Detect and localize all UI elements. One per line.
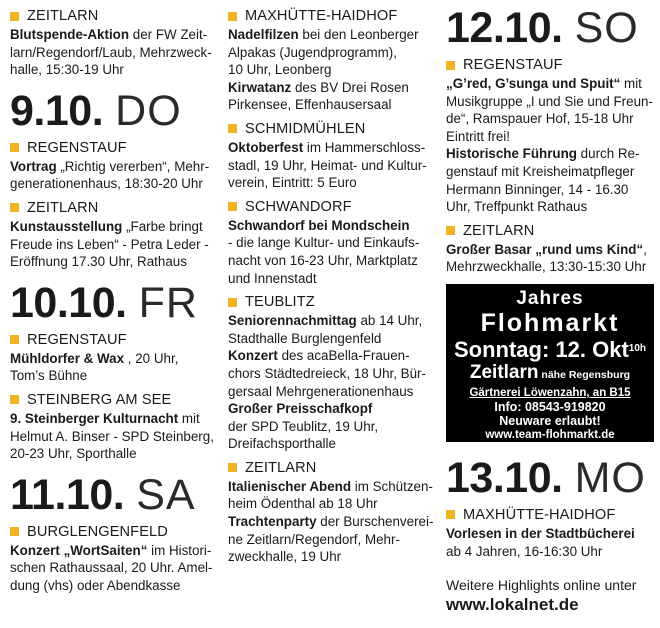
event-line — [10, 158, 218, 176]
event-detail: des acaBella-Frauen- — [277, 348, 410, 364]
event-line — [10, 175, 218, 193]
location-square-icon — [228, 298, 237, 307]
location-header — [228, 7, 436, 25]
event-detail: verein, Eintritt: 5 Euro — [228, 175, 357, 191]
event-line — [446, 258, 654, 276]
event-detail: ab 14 Uhr, — [356, 313, 423, 329]
event-detail: nacht von 16-23 Uhr, Marktplatz — [228, 252, 418, 268]
event-detail: Stadthalle Burglengenfeld — [228, 330, 382, 346]
event-detail: , — [643, 241, 647, 257]
event-detail: Mehrzweckhalle, 13:30-15:30 Uhr — [446, 259, 647, 275]
location-name: ZEITLARN — [27, 8, 99, 24]
event-detail: Tom’s Bühne — [10, 368, 88, 384]
event-detail: durch Re- — [576, 146, 640, 162]
event-line — [446, 145, 654, 163]
day-weekday: FR — [138, 278, 198, 327]
event-title: Mühldorfer & Wax — [10, 350, 125, 366]
event-detail: zweckhalle, 19 Uhr — [228, 549, 342, 565]
location-header — [10, 331, 218, 349]
event-detail: larn/Regendorf/Laub, Mehrzweck- — [10, 44, 212, 60]
event-detail: Eintritt frei! — [446, 128, 510, 144]
event-detail: im Schützen- — [351, 478, 433, 494]
location-name: REGENSTAUF — [27, 139, 127, 156]
ad-time: 10h — [628, 342, 647, 354]
location-name: STEINBERG AM SEE — [27, 391, 172, 408]
event-block-schwandorf — [228, 198, 436, 287]
ad-line-newgoods: Neuware erlaubt! — [499, 413, 601, 428]
event-detail: Uhr, Treffpunkt Rathaus — [446, 199, 588, 215]
event-detail: Alpakas (Jugendprogramm), — [228, 44, 397, 60]
event-block-zeitlarn — [10, 199, 218, 271]
event-detail: der Burschenverei- — [316, 514, 434, 530]
day-weekday: SA — [136, 470, 196, 519]
location-square-icon — [10, 12, 19, 21]
event-line — [228, 270, 436, 288]
footer-note: Weitere Highlights online unter — [446, 577, 637, 594]
event-line — [10, 44, 218, 62]
event-block-burglengenfeld — [10, 523, 218, 595]
footer-link[interactable]: www.lokalnet.de — [446, 595, 579, 615]
event-detail: , 20 Uhr, — [124, 350, 179, 366]
event-text — [10, 158, 218, 193]
location-square-icon — [446, 226, 455, 235]
location-name: SCHWANDORF — [245, 198, 352, 215]
ad-line-date — [450, 337, 650, 362]
day-weekday: DO — [115, 86, 182, 135]
day-header-13-10 — [446, 453, 654, 502]
event-title: Großer Basar „rund ums Kind“ — [446, 241, 644, 257]
event-detail: der SPD Teublitz, 19 Uhr, — [228, 418, 379, 434]
event-detail: generationenhaus, 18:30-20 Uhr — [10, 176, 203, 192]
event-detail: schen Rathaussaal, 20 Uhr. Amel- — [10, 560, 213, 576]
event-detail: - die lange Kultur- und Einkaufs- — [228, 235, 420, 251]
event-detail: Freude ins Leben“ - Petra Leder - — [10, 236, 209, 252]
event-line — [10, 367, 218, 385]
event-text — [228, 26, 436, 114]
event-line — [228, 174, 436, 192]
location-square-icon — [10, 527, 19, 536]
location-header — [10, 391, 218, 409]
day-header-9-10 — [10, 86, 218, 135]
location-square-icon — [228, 202, 237, 211]
event-line — [228, 548, 436, 566]
event-detail: Eröffnung 17.30 Uhr, Rathaus — [10, 254, 187, 270]
event-line — [10, 559, 218, 577]
day-date: 10.10. — [10, 278, 127, 327]
ad-line-website[interactable]: www.team-flohmarkt.de — [485, 428, 615, 441]
location-header — [10, 7, 218, 25]
location-square-icon — [228, 12, 237, 21]
event-detail: chors Städtedreieck, 18 Uhr, Bür- — [228, 365, 426, 381]
event-line — [10, 445, 218, 463]
location-header — [446, 506, 654, 524]
event-block-teublitz — [228, 293, 436, 453]
event-text — [446, 525, 654, 560]
event-line — [228, 79, 436, 97]
event-title: Großer Preisschafkopf — [228, 401, 373, 417]
event-line — [10, 542, 218, 560]
event-line — [228, 61, 436, 79]
event-line — [228, 347, 436, 365]
event-detail: gersaal Mehrgenerationenhaus — [228, 383, 414, 399]
location-header — [10, 139, 218, 157]
event-line — [446, 110, 654, 128]
event-text — [10, 410, 218, 463]
event-text — [446, 241, 654, 276]
event-line — [446, 543, 654, 561]
location-name: ZEITLARN — [245, 459, 317, 476]
event-line — [446, 525, 654, 543]
day-date: 9.10. — [10, 86, 104, 135]
column-2 — [228, 6, 436, 568]
day-header-11-10 — [10, 470, 218, 519]
event-title: Kirwatanz — [228, 79, 292, 95]
event-line — [228, 365, 436, 383]
location-header — [446, 56, 654, 74]
event-line — [228, 400, 436, 418]
event-block-zeitlarn — [10, 7, 218, 79]
ad-location-town: Zeitlarn — [469, 361, 539, 383]
column-1 — [10, 6, 218, 597]
event-line — [228, 96, 436, 114]
event-line — [228, 139, 436, 157]
location-header — [228, 459, 436, 477]
location-header — [228, 120, 436, 138]
location-name: TEUBLITZ — [245, 294, 315, 311]
event-detail: halle, 15:30-19 Uhr — [10, 62, 124, 78]
event-text — [228, 312, 436, 453]
event-detail: heim Ödenthal ab 18 Uhr — [228, 496, 378, 512]
event-block-zeitlarn — [228, 459, 436, 566]
event-line — [228, 435, 436, 453]
event-line — [446, 198, 654, 216]
event-text — [228, 478, 436, 566]
event-detail: ne Zeitlarn/Regendorf, Mehr- — [228, 531, 400, 547]
location-square-icon — [446, 510, 455, 519]
ad-line-location — [450, 362, 650, 386]
event-line — [446, 128, 654, 146]
event-block-zeitlarn — [446, 222, 654, 276]
event-detail: „Farbe bringt — [122, 218, 203, 234]
flohmarkt-advertisement — [446, 284, 654, 442]
event-line — [228, 234, 436, 252]
event-detail: 10 Uhr, Leonberg — [228, 62, 332, 78]
day-header-12-10 — [446, 6, 654, 50]
event-block-steinberg — [10, 391, 218, 463]
event-block-maxhuette — [228, 7, 436, 114]
event-line — [10, 236, 218, 254]
day-weekday: SO — [574, 4, 639, 52]
event-detail: Musikgruppe „I und Sie und Freun- — [446, 93, 653, 109]
day-date: 11.10. — [10, 470, 125, 519]
event-text — [10, 350, 218, 385]
event-line — [446, 75, 654, 93]
location-name: ZEITLARN — [27, 199, 99, 216]
event-block-regenstauf — [446, 56, 654, 216]
event-line — [10, 218, 218, 236]
event-detail: 20-23 Uhr, Sporthalle — [10, 446, 137, 462]
event-block-schmidmuehlen — [228, 120, 436, 192]
event-title: Konzert „WortSaiten“ — [10, 542, 148, 558]
day-date: 13.10. — [446, 453, 563, 502]
event-line — [10, 61, 218, 79]
event-line — [228, 44, 436, 62]
event-title: 9. Steinberger Kulturnacht — [10, 410, 179, 426]
event-title: Schwandorf bei Mondschein — [228, 217, 410, 233]
location-square-icon — [10, 203, 19, 212]
event-title: Seniorennachmittag — [228, 313, 357, 329]
event-line — [228, 217, 436, 235]
location-square-icon — [10, 395, 19, 404]
event-title: Oktoberfest — [228, 139, 304, 155]
event-detail: ab 4 Jahren, 16-16:30 Uhr — [446, 543, 603, 559]
event-detail: des BV Drei Rosen — [291, 79, 409, 95]
ad-line-jahres: Jahres — [516, 287, 584, 309]
location-name: MAXHÜTTE-HAIDHOF — [463, 506, 616, 523]
event-block-regenstauf — [10, 331, 218, 385]
location-header — [10, 523, 218, 541]
event-line — [446, 93, 654, 111]
location-square-icon — [10, 335, 19, 344]
location-name: MAXHÜTTE-HAIDHOF — [245, 8, 398, 24]
location-header — [446, 222, 654, 240]
event-line — [228, 513, 436, 531]
event-detail: bei den Leonberger — [298, 27, 419, 42]
event-block-maxhuette — [446, 506, 654, 560]
event-title: Blutspende-Aktion — [10, 27, 130, 42]
event-line — [10, 253, 218, 271]
location-header — [228, 198, 436, 216]
event-line — [10, 26, 218, 44]
event-line — [446, 163, 654, 181]
event-detail: Pirkensee, Effenhausersaal — [228, 97, 392, 113]
event-text — [228, 217, 436, 287]
location-square-icon — [10, 143, 19, 152]
event-text — [446, 75, 654, 216]
event-detail: der FW Zeit- — [129, 27, 208, 42]
event-detail: de“, Ramspauer Hof, 15-18 Uhr — [446, 111, 634, 127]
ad-location-note: nähe Regensburg — [538, 368, 631, 381]
column-3 — [446, 6, 654, 616]
event-title: Vorlesen in der Stadtbücherei — [446, 525, 635, 541]
event-line — [228, 312, 436, 330]
event-title: „G’red, G’sunga und Spuit“ — [446, 76, 621, 91]
event-line — [228, 383, 436, 401]
ad-line-phone: Info: 08543-919820 — [494, 399, 606, 414]
event-line — [10, 428, 218, 446]
event-line — [228, 157, 436, 175]
event-line — [228, 252, 436, 270]
event-detail: dung (vhs) oder Abendkasse — [10, 577, 181, 593]
event-line — [228, 478, 436, 496]
event-line — [228, 330, 436, 348]
event-detail: mit — [178, 410, 200, 426]
location-name: ZEITLARN — [463, 222, 535, 239]
day-header-10-10 — [10, 278, 218, 327]
day-weekday: MO — [574, 453, 646, 502]
location-header — [10, 199, 218, 217]
ad-date-text: Sonntag: 12. Okt — [453, 336, 629, 362]
event-detail: genstauf mit Kreisheimatpfleger — [446, 163, 635, 179]
ad-line-flohmarkt: Flohmarkt — [480, 308, 620, 337]
event-detail: im Histori- — [147, 542, 212, 558]
event-line — [10, 350, 218, 368]
location-name: SCHMIDMÜHLEN — [245, 120, 366, 137]
event-detail: stadl, 19 Uhr, Heimat- und Kultur- — [228, 157, 427, 173]
location-name: REGENSTAUF — [463, 57, 563, 73]
event-text — [10, 542, 218, 595]
event-title: Nadelfilzen — [228, 27, 299, 42]
location-name: REGENSTAUF — [27, 331, 127, 348]
event-detail: im Hammerschloss- — [303, 139, 426, 155]
event-line — [446, 181, 654, 199]
event-line — [446, 241, 654, 259]
event-title: Kunstausstellung — [10, 218, 123, 234]
event-line — [10, 577, 218, 595]
event-detail: „Richtig vererben“, Mehr- — [56, 158, 210, 174]
event-title: Trachtenparty — [228, 514, 317, 530]
event-text — [10, 218, 218, 271]
event-text — [10, 26, 218, 79]
location-header — [228, 293, 436, 311]
event-title: Vortrag — [10, 158, 57, 174]
event-detail: Dreifachsporthalle — [228, 436, 336, 452]
event-detail: Hermann Binninger, 14 - 16.30 — [446, 181, 629, 197]
event-line — [228, 26, 436, 44]
event-line — [228, 418, 436, 436]
event-title: Historische Führung — [446, 146, 577, 162]
event-detail: mit — [620, 76, 642, 91]
event-line — [228, 495, 436, 513]
event-title: Italienischer Abend — [228, 478, 352, 494]
event-line — [228, 531, 436, 549]
event-text — [228, 139, 436, 192]
location-square-icon — [446, 61, 455, 70]
event-detail: Helmut A. Binser - SPD Steinberg, — [10, 428, 214, 444]
event-title: Konzert — [228, 348, 278, 364]
location-name: BURGLENGENFELD — [27, 523, 168, 540]
location-square-icon — [228, 124, 237, 133]
event-line — [10, 410, 218, 428]
location-square-icon — [228, 463, 237, 472]
event-block-regenstauf — [10, 139, 218, 193]
ad-line-venue: Gärtnerei Löwenzahn, an B15 — [469, 386, 631, 399]
day-date: 12.10. — [446, 4, 563, 52]
event-detail: und Innenstadt — [228, 270, 317, 286]
